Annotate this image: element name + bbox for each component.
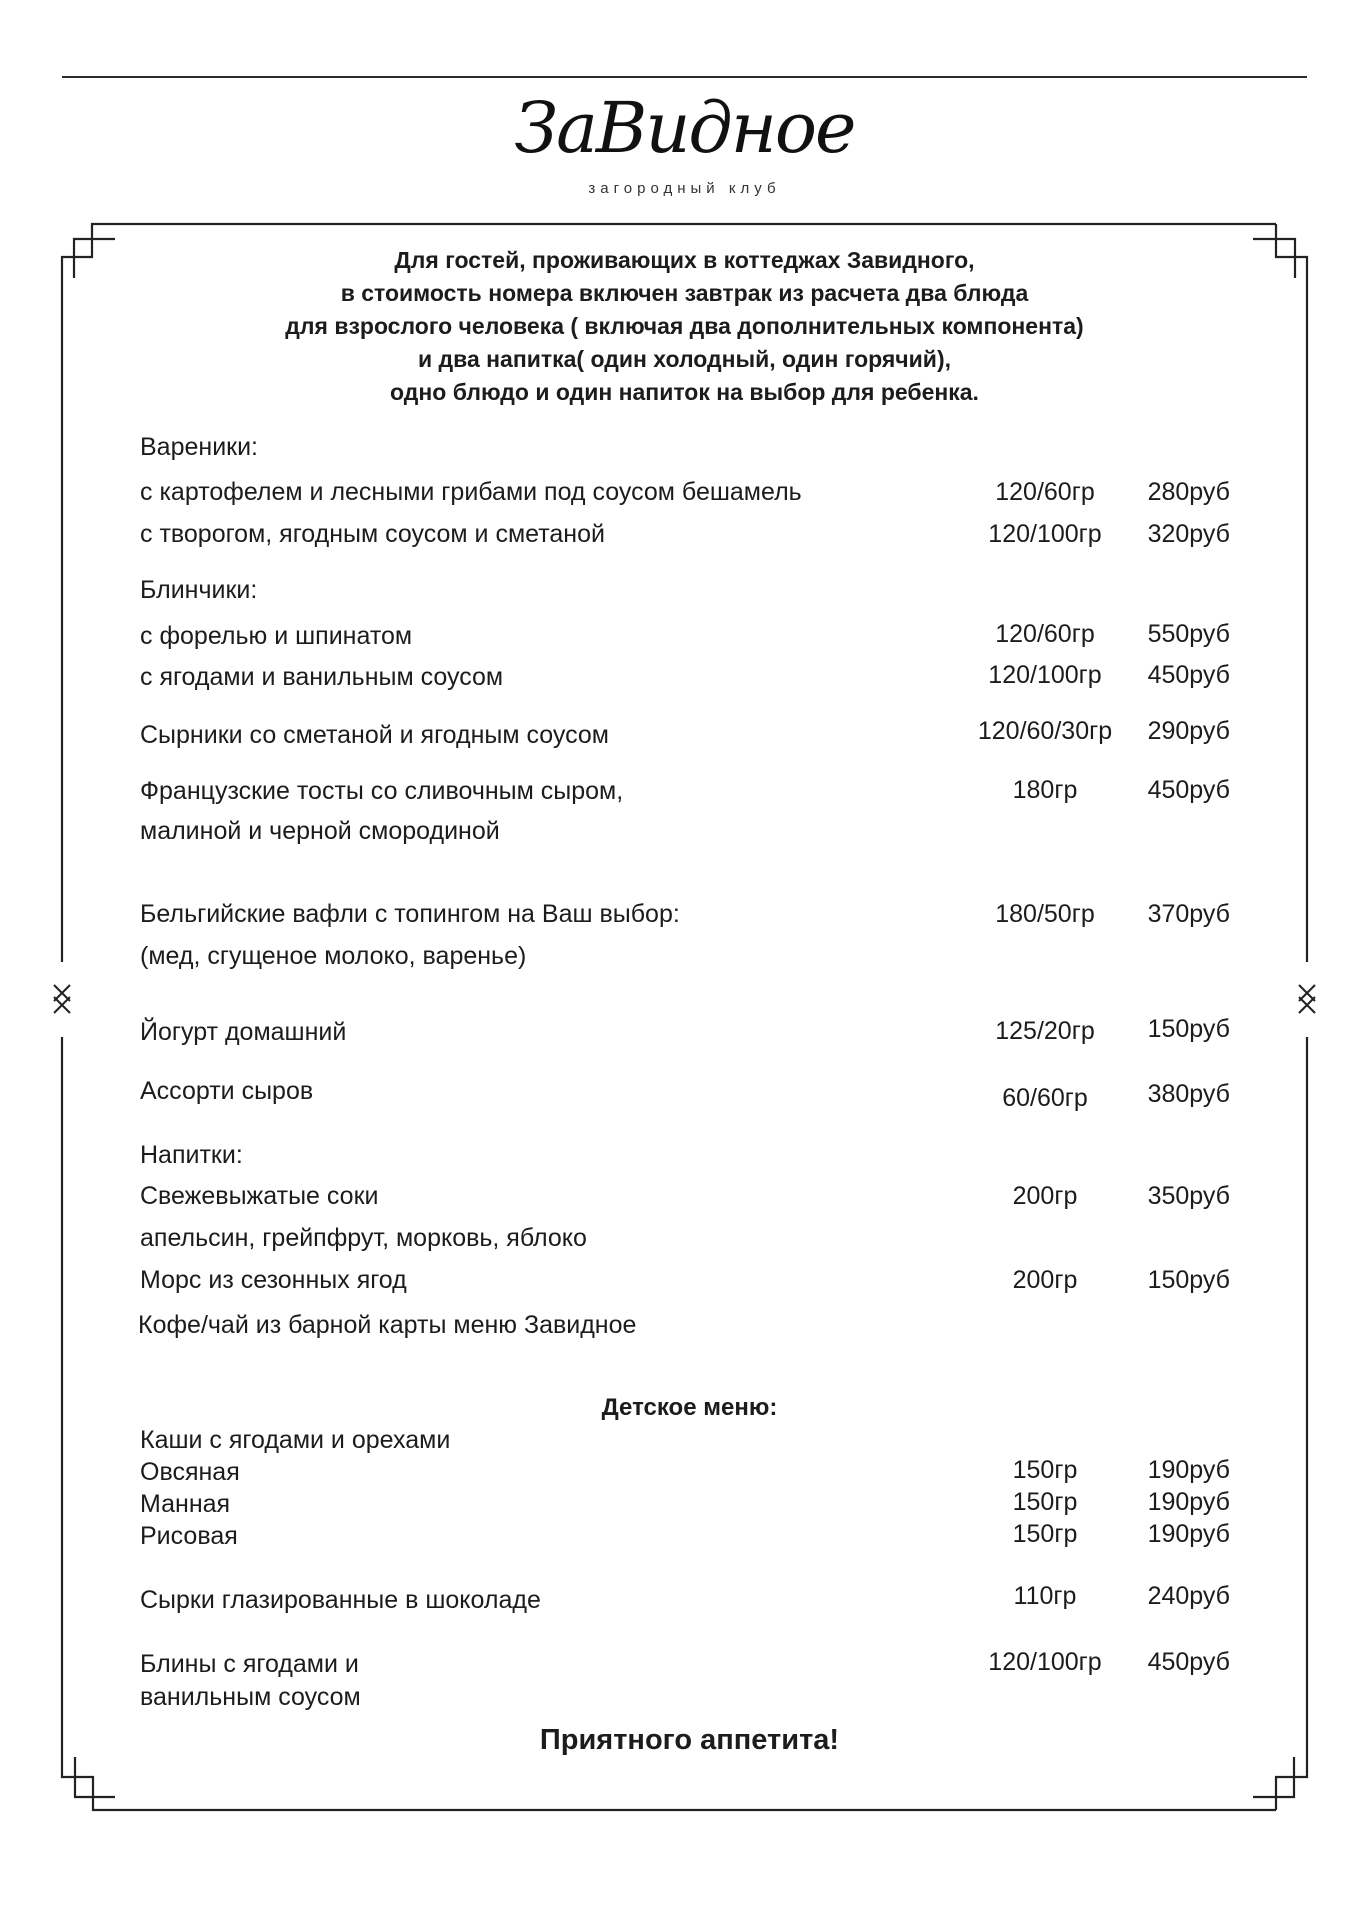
item-weight: 150гр <box>1012 1488 1078 1516</box>
item-price: 190руб <box>1147 1456 1230 1484</box>
intro-notice <box>200 244 1169 409</box>
kids-porridge-title: Каши с ягодами и орехами <box>140 1426 451 1454</box>
item-name: Сырки глазированные в шоколаде <box>140 1586 541 1614</box>
item-name-line2: апельсин, грейпфрут, морковь, яблоко <box>140 1224 587 1252</box>
item-name: с ягодами и ванильным соусом <box>140 663 504 691</box>
item-price: 290руб <box>1147 717 1230 745</box>
item-weight: 150гр <box>1012 1520 1078 1548</box>
intro-line: и два напитка( один холодный, один горячий), <box>418 346 951 372</box>
item-name: Йогурт домашний <box>140 1018 347 1046</box>
item-weight: 125/20гр <box>995 1017 1095 1045</box>
corner-cross-top-right <box>1253 239 1295 278</box>
drinks-note: Кофе/чай из барной карты меню Завидное <box>138 1311 637 1339</box>
corner-cross-top-left <box>74 239 115 278</box>
item-price: 450руб <box>1147 1648 1230 1676</box>
item-weight: 120/100гр <box>988 1648 1102 1676</box>
side-ornament-right <box>1299 985 1315 1013</box>
item-weight: 120/60гр <box>995 478 1095 506</box>
item-price: 280руб <box>1147 478 1230 506</box>
item-price: 450руб <box>1147 661 1230 689</box>
item-price: 190руб <box>1147 1520 1230 1548</box>
item-weight: 180/50гр <box>995 900 1095 928</box>
corner-ornament-top-right <box>1276 224 1307 962</box>
item-weight: 120/60/30гр <box>977 717 1113 745</box>
item-weight: 120/60гр <box>995 620 1095 648</box>
item-price: 370руб <box>1147 900 1230 928</box>
section-title-blinchiki: Блинчики: <box>140 576 258 604</box>
item-weight: 120/100гр <box>988 661 1102 689</box>
item-price: 150руб <box>1147 1266 1230 1294</box>
intro-line: одно блюдо и один напиток на выбор для ребенка. <box>390 379 979 405</box>
item-name: Свежевыжатые соки <box>140 1182 379 1210</box>
closing-message: Приятного аппетита! <box>539 1724 840 1756</box>
item-weight: 200гр <box>1012 1182 1078 1210</box>
item-name: Морс из сезонных ягод <box>140 1266 407 1294</box>
item-name: с форелью и шпинатом <box>140 622 413 650</box>
item-name: Рисовая <box>140 1522 238 1550</box>
section-title-kids: Детское меню: <box>601 1394 778 1421</box>
item-price: 550руб <box>1147 620 1230 648</box>
item-price: 380руб <box>1147 1080 1230 1108</box>
item-weight: 110гр <box>1013 1582 1077 1610</box>
section-title-drinks: Напитки: <box>140 1141 243 1169</box>
item-weight: 180гр <box>1012 776 1078 804</box>
item-price: 320руб <box>1147 520 1230 548</box>
item-name: Бельгийские вафли с топингом на Ваш выбор: <box>140 900 680 928</box>
section-title-vareniki: Вареники: <box>140 433 259 461</box>
item-name-line2: ванильным соусом <box>140 1683 361 1711</box>
item-weight: 120/100гр <box>988 520 1102 548</box>
item-name: Ассорти сыров <box>140 1077 314 1105</box>
intro-line: для взрослого человека ( включая два дополнительных компонента) <box>285 313 1084 339</box>
item-weight: 150гр <box>1012 1456 1078 1484</box>
logo-wordmark: ЗаВидное <box>514 87 855 169</box>
item-name: Овсяная <box>140 1458 240 1486</box>
item-name-line2: малиной и черной смородиной <box>140 817 500 845</box>
item-price: 450руб <box>1147 776 1230 804</box>
item-price: 150руб <box>1147 1015 1230 1043</box>
item-name: с творогом, ягодным соусом и сметаной <box>140 520 605 548</box>
intro-line: Для гостей, проживающих в коттеджах Завидного, <box>394 247 975 273</box>
logo-tagline: загородный клуб <box>588 180 781 197</box>
item-name: Сырники со сметаной и ягодным соусом <box>140 721 609 749</box>
item-weight: 200гр <box>1012 1266 1078 1294</box>
item-weight: 60/60гр <box>1002 1084 1088 1112</box>
item-name: Манная <box>140 1490 231 1518</box>
item-name: с картофелем и лесными грибами под соусом бешамель <box>140 478 802 506</box>
item-name: Блины с ягодами и <box>140 1650 359 1678</box>
corner-ornament-bottom-right <box>1276 1037 1307 1810</box>
item-price: 240руб <box>1147 1582 1230 1610</box>
item-price: 190руб <box>1147 1488 1230 1516</box>
item-name-line2: (мед, сгущеное молоко, варенье) <box>140 942 527 970</box>
item-name: Французские тосты со сливочным сыром, <box>140 777 624 805</box>
intro-line: в стоимость номера включен завтрак из расчета два блюда <box>340 280 1029 306</box>
side-ornament-left <box>54 985 70 1013</box>
item-price: 350руб <box>1147 1182 1230 1210</box>
